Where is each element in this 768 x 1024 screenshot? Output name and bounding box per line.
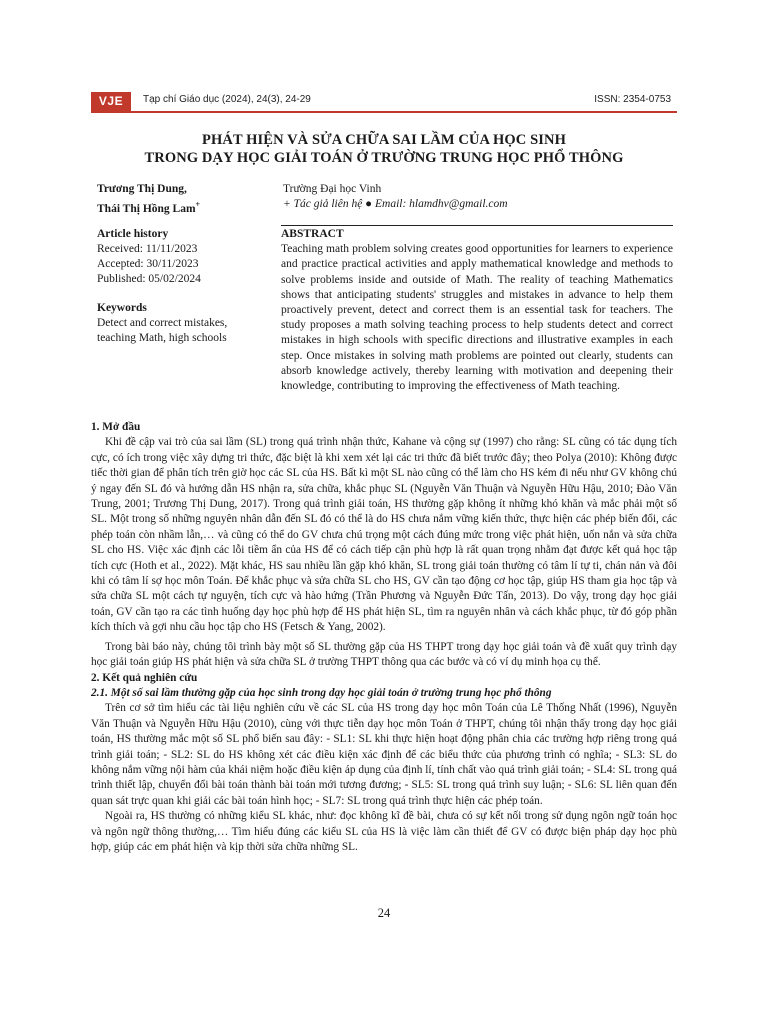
title-line-1: PHÁT HIỆN VÀ SỬA CHỮA SAI LẦM CỦA HỌC SINH [202, 132, 566, 148]
corresponding-mark: + [195, 200, 201, 209]
title-line-2: TRONG DẠY HỌC GIẢI TOÁN Ở TRƯỜNG TRUNG HỌC PHỔ THÔNG [144, 150, 624, 166]
keywords-label: Keywords [97, 302, 147, 314]
abstract-box [281, 225, 673, 394]
institution: Trường Đại học Vinh [283, 183, 382, 195]
vje-logo: VJE [91, 92, 131, 111]
keywords-text: Detect and correct mistakes, teaching Math, high schools [97, 317, 228, 344]
article-title [91, 131, 677, 167]
abstract-text: Teaching math problem solving creates good opportunities for learners to experience and practice practical activities and apply mathematical knowledge and methods to solve problems inside and outside of Math. The reality of teaching Mathematics shows that anticipating students' struggles and mistakes in advance to help them proactively prevent, detect and correct them is an essential task for teachers. The study proposes a math solving teaching process to help students detect and correct mistakes in high schools with specific directions and illustrative examples in each step. Once mistakes in solving math problems are pointed out clearly, students can absorb knowledge actively, thereby learning with motivation and deepening their knowledge, contributing to improving the effectiveness of Math teaching. [281, 243, 673, 393]
issn: ISSN: 2354-0753 [594, 94, 671, 105]
paragraph-2: Trong bài báo này, chúng tôi trình bày một số SL thường gặp của HS THPT trong dạy học giải toán và đề xuất quy trình dạy học giải toán giúp HS phát hiện và sửa chữa SL ở trường THPT thông qua các bước và có ví dụ minh họa cụ thể. [91, 640, 677, 669]
subsection-heading-2-1: 2.1. Một số sai lầm thường gặp của học sinh trong dạy học giải toán ở trường trung học phổ thông [91, 686, 552, 699]
section-heading-1: 1. Mở đầu [91, 421, 141, 433]
affiliation [283, 182, 508, 212]
abstract-label: ABSTRACT [281, 228, 344, 240]
section-heading-2: 2. Kết quả nghiên cứu [91, 671, 198, 684]
page-number: 24 [377, 906, 391, 920]
contact-email[interactable]: + Tác giả liên hệ ● Email: hlamdhv@gmail.com [283, 198, 508, 210]
article-meta [97, 227, 267, 346]
article-history-label: Article history [97, 228, 169, 240]
received-date: Received: 11/11/2023 [97, 243, 198, 255]
author-list [97, 182, 200, 217]
paragraph-4: Ngoài ra, HS thường có những kiểu SL khác, như: đọc không kĩ đề bài, chưa có sự kết nối trong sử dụng ngôn ngữ toán học và ngôn ngữ thông thường,… Tìm hiểu đúng các kiểu SL của HS là việc làm cần thiết để GV có được biện pháp dạy học phù hợp, giúp các em phát hiện và kịp thời sửa chữa những SL. [91, 810, 677, 853]
journal-header [91, 92, 677, 113]
paragraph-3: Trên cơ sở tìm hiểu các tài liệu nghiên cứu về các SL của HS trong dạy học môn Toán của Lê Thống Nhất (1996), Nguyễn Văn Thuận và Nguyễn Hữu Hậu (2010), cùng với thực tiễn dạy học môn Toán ở THPT, chúng tôi nhận thấy trong dạy học giải toán, HS thường mắc một số SL phổ biến sau đây: - SL1: SL khi thực hiện hoạt động phân chia các trường hợp riêng trong quá trình giải toán; - SL2: SL do HS không xét các điều kiện xác định để các biểu thức của phương trình có nghĩa; - SL3: SL do không nắm vững nội hàm của khái niệm hoặc điều kiện áp dụng của định lí, tính chất vào quá trình giải toán; - SL4: SL trong quá trình thiết lập, chuyển đổi bài toán thành bài toán mới tương đương; - SL5: SL trong quá trình suy luận; - SL6: SL liên quan đến quan sát trực quan khi giải các bài toán hình học; - SL7: SL trong quá trình thực hiện các phép toán. [91, 702, 677, 807]
published-date: Published: 05/02/2024 [97, 273, 201, 285]
journal-citation: Tạp chí Giáo dục (2024), 24(3), 24-29 [143, 94, 311, 105]
author-1: Trương Thị Dung, [97, 183, 187, 195]
author-2: Thái Thị Hồng Lam+ [97, 200, 201, 215]
accepted-date: Accepted: 30/11/2023 [97, 258, 199, 270]
article-body [91, 420, 677, 855]
paragraph-1: Khi đề cập vai trò của sai lầm (SL) trong quá trình nhận thức, Kahane và cộng sự (1997) cho rằng: SL cũng có tác dụng tích cực, có ích trong việc xây dựng tri thức, đặc biệt là khi xem xét lại các tri thức đã biết trước đây; theo Polya (2010): Không được tiếc thời gian để phân tích trên giờ học các SL của HS. Bất kì một SL nào cũng có thể làm cho HS kém đi nếu như GV không chú ý ngay đến SL đó và hướng dẫn HS nhận ra, sửa chữa, khắc phục SL (Nguyễn Văn Thuận và Nguyễn Hữu Hậu, 2010; Đào Văn Trung, 2001; Trương Thị Dung, 2017). Trong quá trình giải toán, HS thường gặp không ít những khó khăn và mắc phải một số SL. Một trong số những nguyên nhân dẫn đến SL đó có thể là do HS chưa nắm vững kiến thức, thực hiện các phép biến đổi, các phép toán còn nhầm lẫn,… và cũng có thể do GV chưa chú trọng một cách đúng mức trong việc phát hiện, uốn nắn và sửa chữa SL cho HS. Việc xác định các lỗi tiềm ẩn của HS để có cách tiếp cận phù hợp là rất quan trọng nhằm đạt được kết quả học tập tích cực (Hoth et al., 2022). Mặt khác, HS sau nhiều lần gặp khó khăn, SL trong giải toán thường có tâm lí tự ti, chán nản và đôi khi có tâm lí sợ học môn Toán. Để khắc phục và sửa chữa SL cho HS, GV cần tạo động cơ học tập, giúp HS tham gia học tập và sửa chữa SL một cách tự nguyện, tích cực và hào hứng (Trần Phương và Nguyễn Đức Tấn, 2013). Do vậy, trong dạy học giải toán, GV cần tạo ra các tình huống dạy học phù hợp để HS phát hiện SL, tìm ra nguyên nhân và cách khắc phục, từ đó góp phần kích thích và gợi nhu cầu học tập cho HS (Fetsch & Yang, 2002). [91, 436, 677, 634]
